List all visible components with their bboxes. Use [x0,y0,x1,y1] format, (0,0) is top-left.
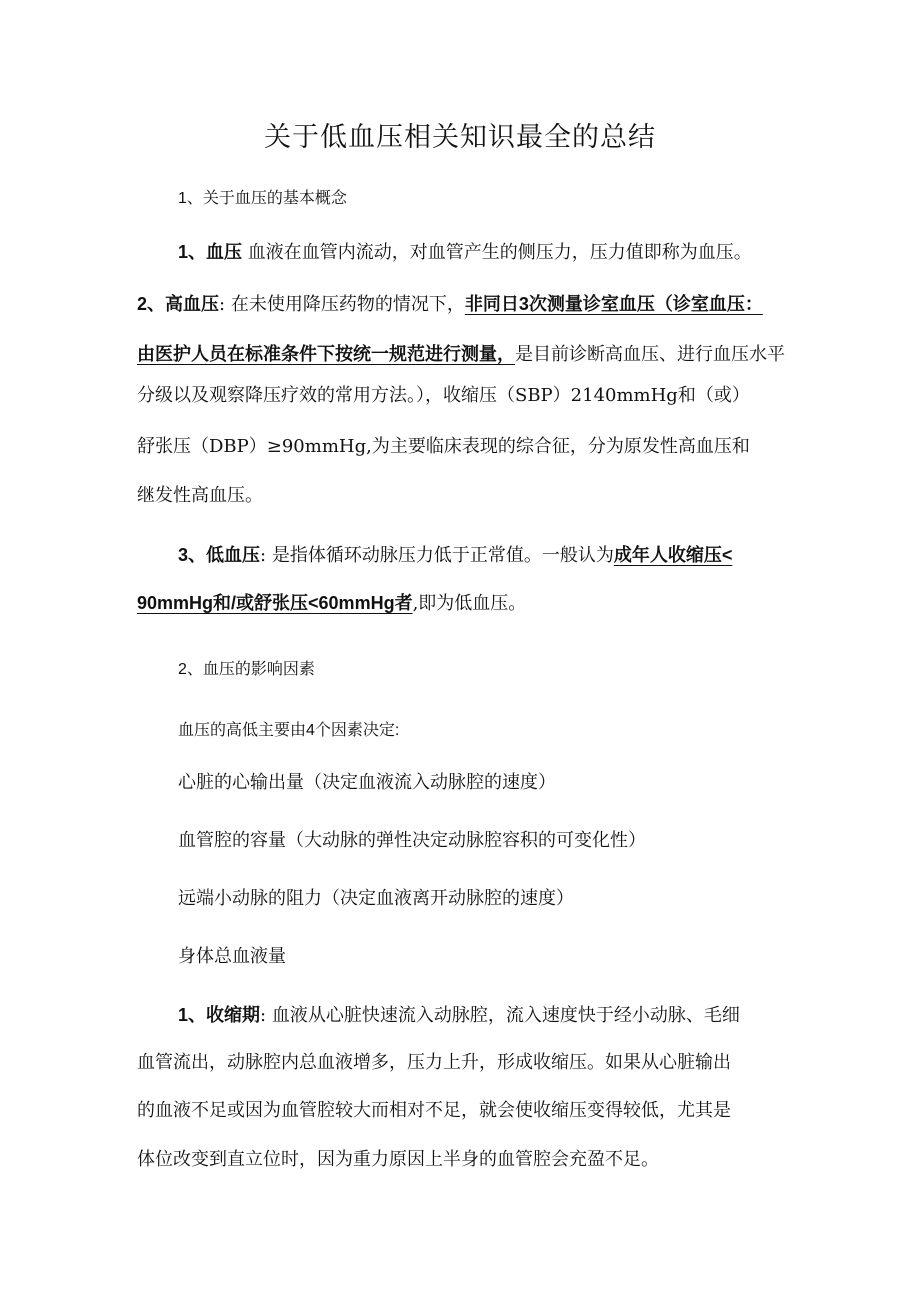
section-1-heading: 1、关于血压的基本概念 [178,190,347,207]
paragraph-systolic-line-1 [178,1000,740,1031]
term-definition: 血液在血管内流动，对血管产生的侧压力，压力值即称为血压。 [247,242,752,263]
page-title: 关于低血压相关知识最全的总结 [264,122,656,153]
term-colon: : [219,294,226,315]
factor-item: 心脏的心输出量（决定血液流入动脉腔的速度） [178,772,556,793]
hypertension-lead: 在未使用降压药物的情况下， [230,294,465,315]
underlined-text: 由医护人员在标准条件下按统一规范进行测量， [137,344,515,364]
body-text: 是目前诊断高血压、进行血压水平 [515,344,785,365]
factor-item: 身体总血液量 [178,946,286,967]
body-text: 是指体循环动脉压力低于正常值。一般认为 [271,545,614,566]
term-colon: : [260,545,267,566]
underlined-text: 非同日3次测量诊室血压（诊室血压： [464,294,763,314]
body-text: 血液从心脏快速流入动脉腔，流入速度快于经小动脉、毛细 [271,1005,740,1026]
term-colon: : [260,1005,267,1026]
paragraph-hypotension-line-1 [178,540,732,571]
paragraph-hypotension-line-2 [137,588,526,619]
paragraph-systolic-line-3: 的血液不足或因为血管腔较大而相对不足，就会使收缩压变得较低，尤其是 [137,1100,731,1121]
section-2-heading: 2、血压的影响因素 [178,661,315,678]
factor-item: 远端小动脉的阻力（决定血液离开动脉腔的速度） [178,888,574,909]
term-label: 3、低血压 [178,545,261,565]
term-label: 2、高血压 [137,294,220,314]
paragraph-systolic-line-4: 体位改变到直立位时，因为重力原因上半身的血管腔会充盈不足。 [137,1149,659,1170]
factors-intro: 血压的高低主要由4个因素决定: [178,722,400,739]
paragraph-hypertension-line-3: 分级以及观察降压疗效的常用方法。），收缩压（SBP）2140mmHg和（或） [137,385,750,406]
underlined-text: 90mmHg和/或舒张压<60mmHg者 [137,593,413,613]
underlined-text: 成年人收缩压< [613,545,733,565]
term-label: 1、血压 [178,242,243,262]
body-text: ,即为低血压。 [412,593,527,614]
term-label: 1、收缩期 [178,1005,261,1025]
paragraph-hypertension-line-2 [137,339,785,370]
paragraph-systolic-line-2: 血管流出，动脉腔内总血液增多，压力上升，形成收缩压。如果从心脏输出 [137,1052,731,1073]
paragraph-hypertension-line-5: 继发性高血压。 [137,485,263,506]
paragraph-hypertension-line-4: 舒张压（DBP）≥90mmHg,为主要临床表现的综合征，分为原发性高血压和 [137,436,750,457]
factor-item: 血管腔的容量（大动脉的弹性决定动脉腔容积的可变化性） [178,830,646,851]
paragraph-hypertension-line-1 [137,289,763,320]
paragraph-blood-pressure [178,237,752,268]
